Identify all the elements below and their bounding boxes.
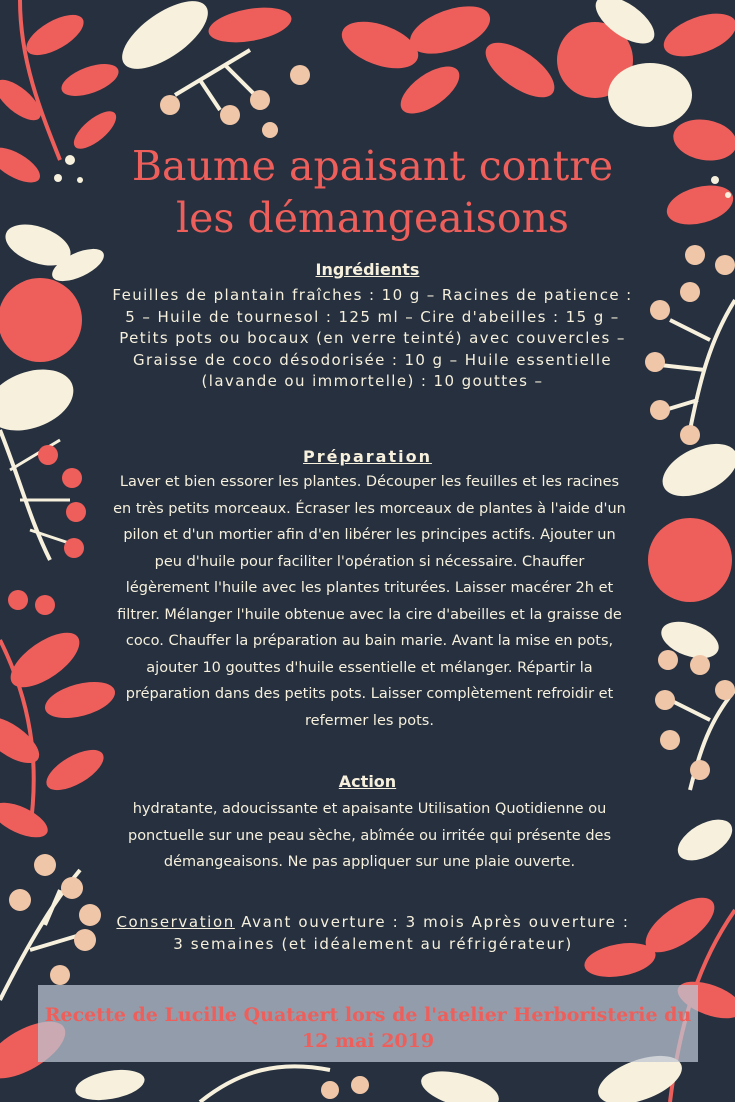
recipe-title: Baume apaisant contre les démangeaisons	[131, 142, 614, 242]
left-lower-leaves-decoration	[0, 622, 119, 844]
conservation-paragraph	[108, 912, 638, 955]
action-text: hydratante, adoucissante et apaisante Utilisation Quotidienne ou ponctuelle sur une peau sèche, abîmée ou irritée qui présente des démangeaisons. Ne pas appliquer sur une plaie ouverte.	[127, 801, 612, 870]
bottom-left-berries-decoration	[0, 854, 147, 1102]
action-heading: Action	[338, 772, 397, 791]
conservation-heading: Conservation	[116, 913, 235, 931]
preparation-text: Laver et bien essorer les plantes. Découper les feuilles et les racines en très petits morceaux. Écraser les morceaux de plantes à l'aide d'un pilon et d'un mortier afin d'en libérer les principes actifs. Ajouter un peu d'huile pour faciliter l'opération si nécessaire. Chauffer légèrement l'huile avec les plantes triturées. Laisser macérer 2h et filtrer. Mélanger l'huile obtenue avec la cire d'abeilles et la graisse de coco. Chauffer la préparation au bain marie. Avant la mise en pots, ajouter 10 gouttes d'huile essentielle et mélanger. Répartir la préparation dans des petits pots. Laisser complètement refroidir et refermer les pots.	[113, 474, 626, 729]
ingredients-text: Feuilles de plantain fraîches : 10 g – Racines de patience : 5 – Huile de tournesol : 125 ml – Cire d'abeilles : 15 g – Petits pots ou bocaux (en verre teinté) avec couvercles – Graisse de coco désodorisée : 10 g – Huile essentielle (lavande ou immortelle) : 10 gouttes –	[112, 286, 633, 390]
preparation-heading: Préparation	[303, 447, 432, 466]
footer-credit: Recette de Lucille Quataert lors de l'atelier Herboristerie du 12 mai 2019	[44, 1004, 692, 1052]
conservation-text: Avant ouverture : 3 mois Après ouverture : 3 semaines (et idéalement au réfrigérateur)	[173, 913, 630, 953]
ingredients-heading: Ingrédients	[315, 260, 420, 279]
